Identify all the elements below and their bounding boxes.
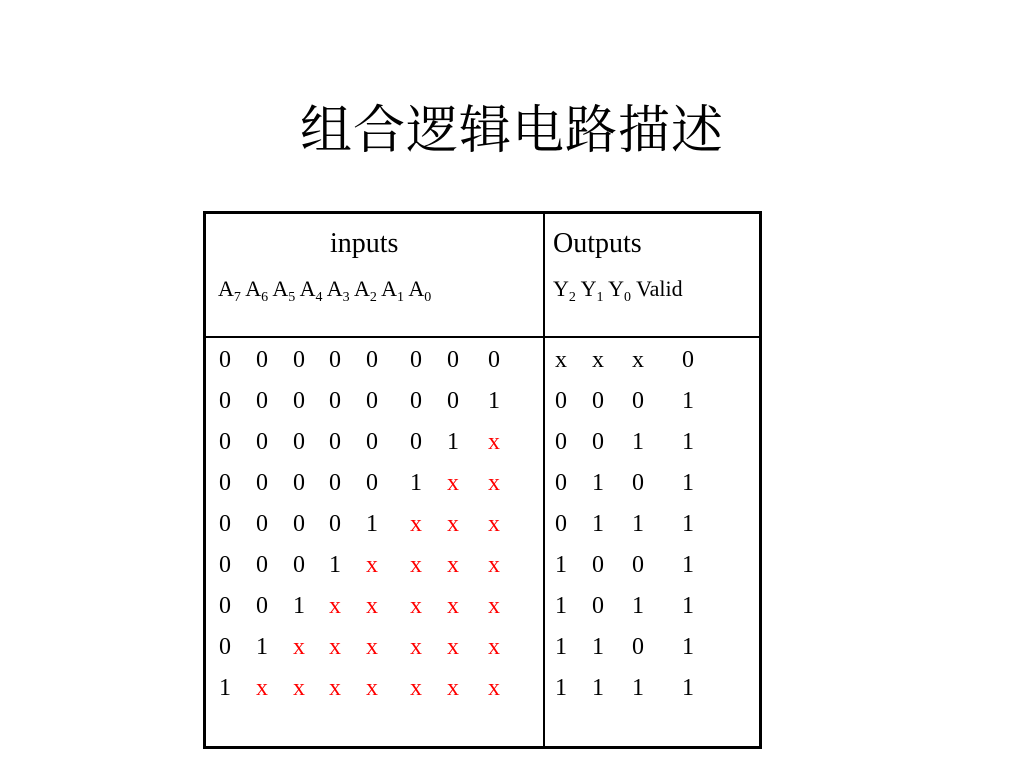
input-bit-cell: 0 — [219, 552, 231, 578]
output-bit-cell: 1 — [555, 634, 567, 660]
output-bit-cell: 0 — [555, 429, 567, 455]
input-bit-cell: 1 — [293, 593, 305, 619]
truth-table — [203, 211, 762, 749]
input-bit-cell: x — [329, 634, 341, 660]
input-bit-cell: 0 — [219, 347, 231, 373]
output-bit-cell: 1 — [592, 675, 604, 701]
output-bit-cell: 0 — [632, 552, 644, 578]
input-bit-cell: 0 — [219, 388, 231, 414]
output-bit-cell: 1 — [682, 634, 694, 660]
input-bit-cell: x — [447, 675, 459, 701]
input-bit-cell: 0 — [219, 634, 231, 660]
input-bit-cell: 0 — [293, 347, 305, 373]
output-bit-cell: 1 — [632, 593, 644, 619]
output-bit-cell: 1 — [555, 552, 567, 578]
input-bit-cell: 1 — [219, 675, 231, 701]
input-bit-cell: 1 — [488, 388, 500, 414]
output-bit-cell: 1 — [592, 511, 604, 537]
input-bit-cell: 0 — [329, 347, 341, 373]
input-bit-cell: x — [366, 675, 378, 701]
input-bit-cell: 0 — [219, 429, 231, 455]
input-bit-cell: 0 — [329, 511, 341, 537]
output-bit-cell: 1 — [592, 634, 604, 660]
input-bit-cell: 0 — [219, 511, 231, 537]
output-bit-cell: x — [555, 347, 567, 373]
input-bit-cell: 0 — [256, 552, 268, 578]
header-divider — [206, 336, 759, 338]
input-bit-cell: x — [488, 593, 500, 619]
input-bit-cell: x — [488, 675, 500, 701]
input-bit-cell: 0 — [366, 429, 378, 455]
input-bit-cell: 1 — [329, 552, 341, 578]
input-bit-cell: x — [488, 429, 500, 455]
input-bit-cell: 0 — [293, 429, 305, 455]
input-bit-cell: 0 — [447, 347, 459, 373]
input-bit-cell: 0 — [410, 429, 422, 455]
input-bit-cell: 1 — [410, 470, 422, 496]
input-bit-cell: x — [447, 470, 459, 496]
output-bit-cell: 1 — [632, 429, 644, 455]
output-bit-cell: 0 — [555, 511, 567, 537]
input-bit-cell: 0 — [488, 347, 500, 373]
input-bit-cell: x — [488, 511, 500, 537]
input-bit-cell: x — [366, 552, 378, 578]
input-bit-cell: x — [329, 675, 341, 701]
output-bit-cell: 1 — [682, 511, 694, 537]
output-bit-cell: 1 — [682, 593, 694, 619]
output-bit-cell: 0 — [555, 470, 567, 496]
input-bit-cell: 0 — [410, 347, 422, 373]
input-bit-cell: x — [329, 593, 341, 619]
input-bit-cell: x — [410, 634, 422, 660]
output-bit-cell: 0 — [592, 593, 604, 619]
output-bit-cell: 1 — [682, 470, 694, 496]
outputs-header: Outputs — [553, 228, 642, 259]
output-bit-cell: 0 — [555, 388, 567, 414]
input-bit-cell: 0 — [256, 511, 268, 537]
input-bit-cell: 0 — [329, 470, 341, 496]
input-bit-cell: x — [293, 634, 305, 660]
input-bit-cell: 0 — [366, 347, 378, 373]
input-bit-cell: 0 — [366, 388, 378, 414]
input-bit-cell: x — [488, 634, 500, 660]
input-bit-cell: x — [366, 634, 378, 660]
input-bit-cell: 0 — [410, 388, 422, 414]
input-bit-cell: 0 — [256, 470, 268, 496]
input-bit-cell: x — [366, 593, 378, 619]
input-bit-cell: x — [256, 675, 268, 701]
input-bit-cell: 0 — [447, 388, 459, 414]
output-bit-cell: 0 — [592, 552, 604, 578]
output-bit-cell: 1 — [682, 675, 694, 701]
output-bit-cell: 1 — [682, 388, 694, 414]
output-signals-label: $Y_2$ $Y_1$ $Y_0$ Valid — [553, 276, 683, 305]
output-bit-cell: 1 — [592, 470, 604, 496]
column-divider — [543, 214, 545, 746]
output-bit-cell: 0 — [592, 388, 604, 414]
output-bit-cell: 1 — [632, 511, 644, 537]
input-bit-cell: 0 — [293, 388, 305, 414]
input-bit-cell: x — [447, 552, 459, 578]
input-bit-cell: x — [447, 593, 459, 619]
input-bit-cell: 0 — [219, 593, 231, 619]
input-bit-cell: 1 — [366, 511, 378, 537]
output-bit-cell: 1 — [632, 675, 644, 701]
input-signals-label: $A_7$ $A_6$ $A_5$ $A_4$ $A_3$ $A_2$ $A_1$ $A_0$ — [218, 276, 432, 305]
output-bit-cell: 1 — [682, 552, 694, 578]
input-bit-cell: 1 — [256, 634, 268, 660]
inputs-header: inputs — [330, 228, 399, 259]
input-bit-cell: x — [293, 675, 305, 701]
output-bit-cell: 1 — [555, 675, 567, 701]
input-bit-cell: x — [410, 552, 422, 578]
input-bit-cell: x — [410, 511, 422, 537]
input-bit-cell: 0 — [293, 552, 305, 578]
output-bit-cell: 0 — [592, 429, 604, 455]
input-bit-cell: x — [488, 552, 500, 578]
input-bit-cell: x — [488, 470, 500, 496]
output-bit-cell: x — [632, 347, 644, 373]
output-bit-cell: 0 — [632, 634, 644, 660]
input-bit-cell: 0 — [256, 347, 268, 373]
input-bit-cell: 0 — [329, 429, 341, 455]
input-bit-cell: 0 — [329, 388, 341, 414]
output-bit-cell: 0 — [632, 388, 644, 414]
input-bit-cell: x — [410, 675, 422, 701]
output-bit-cell: x — [592, 347, 604, 373]
output-bit-cell: 0 — [632, 470, 644, 496]
slide-title: 组合逻辑电路描述 — [299, 103, 724, 160]
input-bit-cell: 0 — [293, 470, 305, 496]
input-bit-cell: 1 — [447, 429, 459, 455]
input-bit-cell: 0 — [256, 388, 268, 414]
output-bit-cell: 1 — [555, 593, 567, 619]
input-bit-cell: x — [447, 634, 459, 660]
input-bit-cell: 0 — [219, 470, 231, 496]
input-bit-cell: 0 — [256, 593, 268, 619]
input-bit-cell: 0 — [366, 470, 378, 496]
output-bit-cell: 0 — [682, 347, 694, 373]
input-bit-cell: 0 — [293, 511, 305, 537]
input-bit-cell: x — [447, 511, 459, 537]
input-bit-cell: x — [410, 593, 422, 619]
input-bit-cell: 0 — [256, 429, 268, 455]
output-bit-cell: 1 — [682, 429, 694, 455]
